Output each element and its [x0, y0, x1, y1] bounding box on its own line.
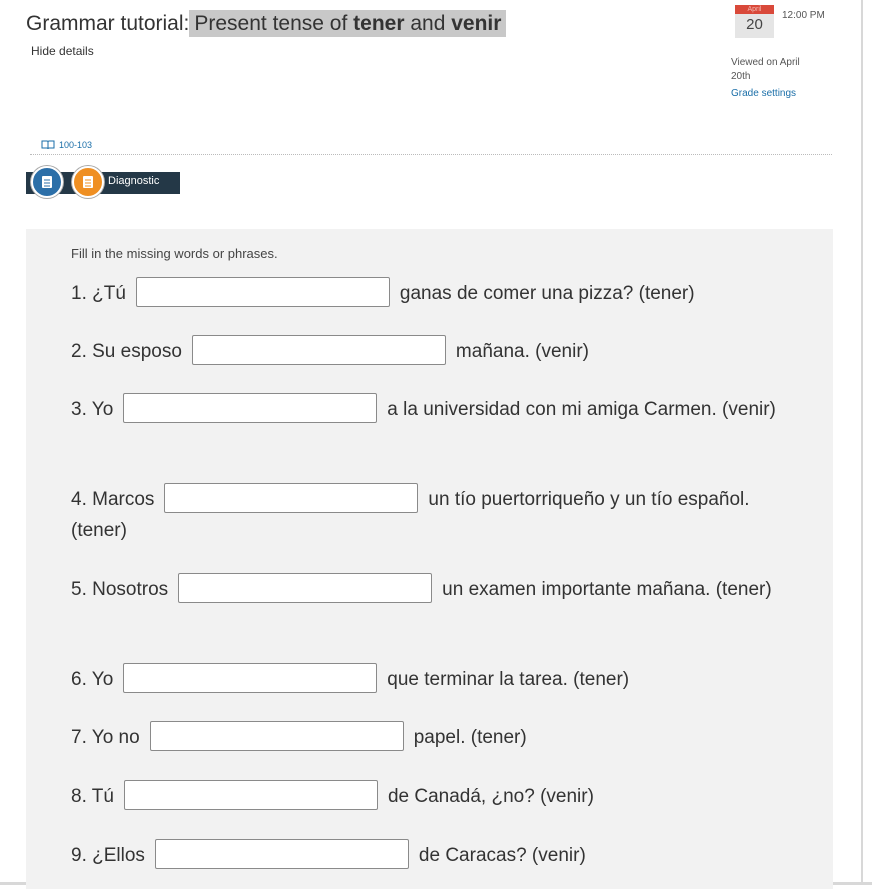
book-icon	[41, 140, 55, 150]
right-border	[861, 0, 863, 885]
divider	[30, 154, 832, 155]
due-time: 12:00 PM	[782, 10, 825, 21]
answer-input-9[interactable]	[155, 839, 409, 869]
calendar-month: April	[735, 5, 774, 14]
instructions: Fill in the missing words or phrases.	[71, 246, 278, 261]
question-3: 3. Yo a la universidad con mi amiga Carmen. (venir)	[71, 394, 791, 425]
notepad-icon	[82, 175, 94, 189]
answer-input-2[interactable]	[192, 335, 446, 365]
viewed-status: Viewed on April 20th	[731, 57, 800, 82]
question-4: 4. Marcos un tío puertorriqueño y un tío español. (tener)	[71, 484, 791, 546]
calendar-day: 20	[746, 16, 763, 33]
assignment-button-1[interactable]	[31, 166, 63, 198]
answer-input-3[interactable]	[123, 393, 377, 423]
pages-ref: 100-103	[59, 140, 93, 150]
grade-settings-link[interactable]: Grade settings	[731, 88, 797, 99]
question-9: 9. ¿Ellos de Caracas? (venir)	[71, 840, 791, 871]
question-8: 8. Tú de Canadá, ¿no? (venir)	[71, 781, 791, 812]
answer-input-4[interactable]	[164, 483, 418, 513]
textbook-pages-link[interactable]	[41, 140, 92, 150]
question-5: 5. Nosotros un examen importante mañana. (tener)	[71, 574, 791, 605]
title-prefix: Grammar tutorial:	[26, 12, 190, 35]
answer-input-8[interactable]	[124, 780, 378, 810]
hide-details-link[interactable]: Hide details	[31, 44, 94, 58]
question-6: 6. Yo que terminar la tarea. (tener)	[71, 664, 791, 695]
notepad-icon	[41, 175, 53, 189]
assignment-button-2[interactable]	[72, 166, 104, 198]
answer-input-7[interactable]	[150, 721, 404, 751]
answer-input-6[interactable]	[123, 663, 377, 693]
question-2: 2. Su esposo mañana. (venir)	[71, 336, 791, 367]
calendar-icon	[735, 5, 774, 38]
question-7: 7. Yo no papel. (tener)	[71, 722, 791, 753]
answer-input-5[interactable]	[178, 573, 432, 603]
answer-input-1[interactable]	[136, 277, 390, 307]
diagnostic-label[interactable]: Diagnostic	[108, 175, 160, 187]
page-title	[26, 12, 506, 36]
title-highlight: Present tense of tener and venir	[189, 10, 506, 37]
question-1: 1. ¿Tú ganas de comer una pizza? (tener)	[71, 278, 791, 309]
